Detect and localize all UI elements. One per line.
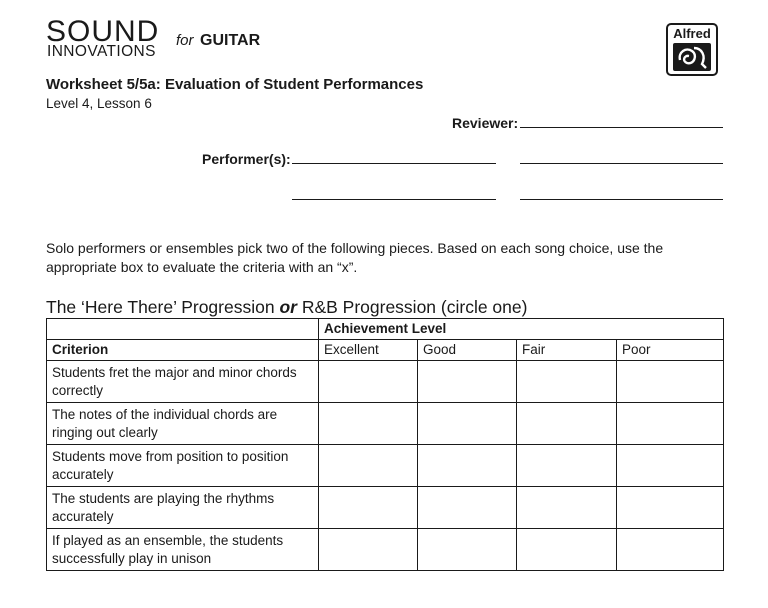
table-row [47,445,724,487]
header-empty-cell [47,319,319,340]
worksheet-level: Level 4, Lesson 6 [46,96,152,111]
performer-field-3[interactable] [292,199,496,200]
criterion-cell: The students are playing the rhythms accurately [47,487,319,529]
progression-title-or: or [279,297,297,317]
table-row [47,361,724,403]
achievement-level-header: Achievement Level [319,319,724,340]
brand-logo-innovations: INNOVATIONS [47,43,156,60]
brand-instrument-text: GUITAR [200,32,261,49]
rating-box-poor[interactable] [617,403,724,445]
rating-box-poor[interactable] [617,361,724,403]
table-row [47,487,724,529]
rating-box-good[interactable] [418,529,517,571]
rating-box-excellent[interactable] [319,403,418,445]
performers-label: Performer(s): [202,151,291,167]
table-header-row [47,319,724,340]
publisher-logo [666,23,718,76]
rating-box-good[interactable] [418,487,517,529]
clef-emblem-icon [672,42,712,72]
rating-box-poor[interactable] [617,529,724,571]
worksheet-title: Worksheet 5/5a: Evaluation of Student Performances [46,76,424,93]
rating-box-fair[interactable] [517,403,617,445]
criterion-cell: Students move from position to position accurately [47,445,319,487]
table-subheader-row [47,340,724,361]
criterion-cell: Students fret the major and minor chords correctly [47,361,319,403]
evaluation-table [46,318,724,571]
reviewer-label: Reviewer: [452,115,519,131]
rating-box-excellent[interactable] [319,445,418,487]
rating-box-good[interactable] [418,403,517,445]
rating-box-excellent[interactable] [319,361,418,403]
reviewer-field[interactable] [520,127,723,128]
criterion-cell: If played as an ensemble, the students successfully play in unison [47,529,319,571]
instructions-text: Solo performers or ensembles pick two of the following pieces. Based on each song choice, use the appropriate box to evaluate the criteria with an “x”. [46,240,664,275]
progression-title-second: R&B Progression (circle one) [296,297,528,317]
progression-title [46,296,527,318]
rating-box-fair[interactable] [517,529,617,571]
performer-field-1[interactable] [292,163,496,164]
publisher-name: Alfred [673,26,711,41]
table-row [47,403,724,445]
level-excellent-header: Excellent [319,340,418,361]
rating-box-poor[interactable] [617,445,724,487]
level-poor-header: Poor [617,340,724,361]
performer-field-2[interactable] [520,163,723,164]
rating-box-good[interactable] [418,445,517,487]
rating-box-fair[interactable] [517,361,617,403]
progression-title-first: The ‘Here There’ Progression [46,297,280,317]
table-row [47,529,724,571]
rating-box-excellent[interactable] [319,529,418,571]
rating-box-fair[interactable] [517,487,617,529]
rating-box-poor[interactable] [617,487,724,529]
brand-for-text: for [176,32,194,49]
rating-box-good[interactable] [418,361,517,403]
level-fair-header: Fair [517,340,617,361]
brand-logo-sound: SOUND [46,15,160,48]
rating-box-fair[interactable] [517,445,617,487]
performer-field-4[interactable] [520,199,723,200]
rating-box-excellent[interactable] [319,487,418,529]
criterion-header: Criterion [47,340,319,361]
criterion-cell: The notes of the individual chords are ringing out clearly [47,403,319,445]
level-good-header: Good [418,340,517,361]
